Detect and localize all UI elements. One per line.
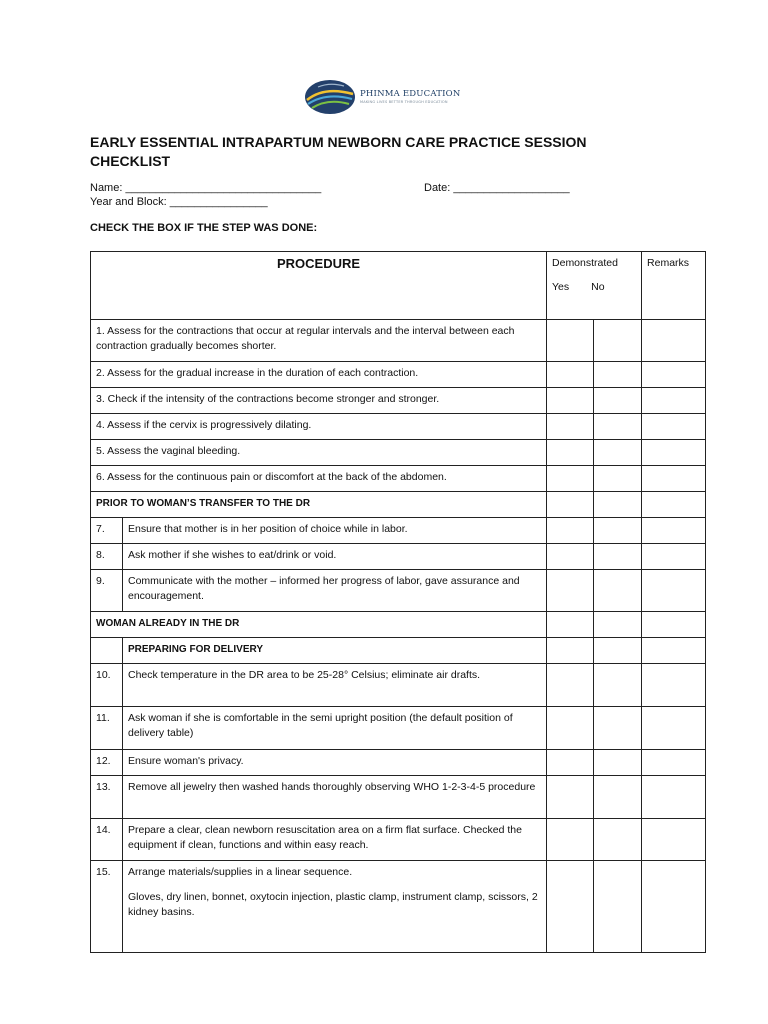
table-row xyxy=(91,440,706,466)
yes-checkbox[interactable] xyxy=(547,776,594,819)
remarks-cell[interactable] xyxy=(642,707,706,750)
table-row xyxy=(91,466,706,492)
yes-checkbox[interactable] xyxy=(547,320,594,362)
no-checkbox[interactable] xyxy=(594,414,642,440)
no-checkbox[interactable] xyxy=(594,819,642,861)
yes-checkbox[interactable] xyxy=(547,664,594,707)
table-header-row xyxy=(91,252,706,320)
table-row xyxy=(91,750,706,776)
checklist-table xyxy=(90,251,706,953)
empty-cell xyxy=(547,492,594,518)
step-number: 10. xyxy=(91,664,123,707)
table-row xyxy=(91,362,706,388)
remarks-cell[interactable] xyxy=(642,466,706,492)
no-checkbox[interactable] xyxy=(594,544,642,570)
procedure-step: 4. Assess if the cervix is progressively dilating. xyxy=(91,414,547,440)
table-row xyxy=(91,518,706,544)
section-prior-transfer: PRIOR TO WOMAN’S TRANSFER TO THE DR xyxy=(91,492,547,518)
remarks-cell[interactable] xyxy=(642,861,706,953)
procedure-step: 6. Assess for the continuous pain or discomfort at the back of the abdomen. xyxy=(91,466,547,492)
remarks-cell[interactable] xyxy=(642,750,706,776)
yes-checkbox[interactable] xyxy=(547,466,594,492)
remarks-cell[interactable] xyxy=(642,664,706,707)
empty-cell xyxy=(594,612,642,638)
remarks-cell[interactable] xyxy=(642,414,706,440)
procedure-step: Prepare a clear, clean newborn resuscitation area on a firm flat surface. Checked the equipment if clean, functions and within easy reach. xyxy=(123,819,547,861)
no-checkbox[interactable] xyxy=(594,466,642,492)
no-checkbox[interactable] xyxy=(594,320,642,362)
empty-cell xyxy=(547,638,594,664)
yes-checkbox[interactable] xyxy=(547,861,594,953)
no-checkbox[interactable] xyxy=(594,440,642,466)
name-field[interactable]: Name: ________________________________ xyxy=(90,182,322,194)
no-checkbox[interactable] xyxy=(594,776,642,819)
yes-checkbox[interactable] xyxy=(547,414,594,440)
yes-checkbox[interactable] xyxy=(547,570,594,612)
document-title: EARLY ESSENTIAL INTRAPARTUM NEWBORN CARE PRACTICE SESSION CHECKLIST xyxy=(90,134,587,169)
step-number: 7. xyxy=(91,518,123,544)
table-row xyxy=(91,544,706,570)
procedure-step: 5. Assess the vaginal bleeding. xyxy=(91,440,547,466)
phinma-emblem-icon xyxy=(304,78,356,116)
no-checkbox[interactable] xyxy=(594,388,642,414)
table-row xyxy=(91,320,706,362)
step-number: 13. xyxy=(91,776,123,819)
procedure-step: Ensure woman's privacy. xyxy=(123,750,547,776)
procedure-step xyxy=(123,861,547,953)
no-checkbox[interactable] xyxy=(594,664,642,707)
demonstrated-header xyxy=(547,252,642,320)
phinma-logo xyxy=(304,78,474,116)
empty-cell xyxy=(642,638,706,664)
procedure-step: Ask mother if she wishes to eat/drink or void. xyxy=(123,544,547,570)
no-checkbox[interactable] xyxy=(594,362,642,388)
remarks-cell[interactable] xyxy=(642,362,706,388)
step-number: 14. xyxy=(91,819,123,861)
remarks-cell[interactable] xyxy=(642,776,706,819)
yes-checkbox[interactable] xyxy=(547,819,594,861)
yes-checkbox[interactable] xyxy=(547,388,594,414)
procedure-step: 3. Check if the intensity of the contractions become stronger and stronger. xyxy=(91,388,547,414)
step-number: 11. xyxy=(91,707,123,750)
yes-label: Yes xyxy=(552,281,570,293)
materials-list: Gloves, dry linen, bonnet, oxytocin injection, plastic clamp, instrument clamp, scissors, 2 kidney basins. xyxy=(128,891,538,918)
procedure-step: 2. Assess for the gradual increase in the duration of each contraction. xyxy=(91,362,547,388)
table-row xyxy=(91,861,706,953)
instruction-text: CHECK THE BOX IF THE STEP WAS DONE: xyxy=(90,222,318,234)
table-row xyxy=(91,570,706,612)
no-checkbox[interactable] xyxy=(594,707,642,750)
demonstrated-label: Demonstrated xyxy=(552,257,618,269)
table-row xyxy=(91,707,706,750)
procedure-step: 1. Assess for the contractions that occur at regular intervals and the interval between each contraction gradually becomes shorter. xyxy=(91,320,547,362)
remarks-cell[interactable] xyxy=(642,320,706,362)
year-block-field[interactable]: Year and Block: ________________ xyxy=(90,196,268,208)
table-row xyxy=(91,776,706,819)
no-checkbox[interactable] xyxy=(594,518,642,544)
remarks-header: Remarks xyxy=(642,252,706,320)
step-number: 9. xyxy=(91,570,123,612)
remarks-cell[interactable] xyxy=(642,388,706,414)
no-checkbox[interactable] xyxy=(594,750,642,776)
empty-cell xyxy=(642,612,706,638)
procedure-step: Ensure that mother is in her position of choice while in labor. xyxy=(123,518,547,544)
table-row xyxy=(91,819,706,861)
table-row xyxy=(91,388,706,414)
subsection-preparing-delivery: PREPARING FOR DELIVERY xyxy=(123,638,547,664)
procedure-step: Ask woman if she is comfortable in the semi upright position (the default position of delivery table) xyxy=(123,707,547,750)
procedure-step-text: Arrange materials/supplies in a linear sequence. xyxy=(128,866,353,878)
remarks-cell[interactable] xyxy=(642,544,706,570)
yes-checkbox[interactable] xyxy=(547,440,594,466)
procedure-step: Remove all jewelry then washed hands thoroughly observing WHO 1-2-3-4-5 procedure xyxy=(123,776,547,819)
yes-checkbox[interactable] xyxy=(547,544,594,570)
step-number: 15. xyxy=(91,861,123,953)
empty-cell xyxy=(91,638,123,664)
section-row xyxy=(91,492,706,518)
procedure-step: Check temperature in the DR area to be 25-28° Celsius; eliminate air drafts. xyxy=(123,664,547,707)
yes-checkbox[interactable] xyxy=(547,707,594,750)
section-row xyxy=(91,612,706,638)
empty-cell xyxy=(642,492,706,518)
empty-cell xyxy=(594,638,642,664)
no-label: No xyxy=(591,281,605,293)
remarks-cell[interactable] xyxy=(642,819,706,861)
table-row xyxy=(91,664,706,707)
section-row xyxy=(91,638,706,664)
date-field[interactable]: Date: ___________________ xyxy=(424,182,570,194)
remarks-cell[interactable] xyxy=(642,570,706,612)
no-checkbox[interactable] xyxy=(594,861,642,953)
step-number: 8. xyxy=(91,544,123,570)
yes-checkbox[interactable] xyxy=(547,362,594,388)
logo-tagline: MAKING LIVES BETTER THROUGH EDUCATION xyxy=(360,99,448,104)
yes-checkbox[interactable] xyxy=(547,750,594,776)
remarks-cell[interactable] xyxy=(642,518,706,544)
table-row xyxy=(91,414,706,440)
remarks-cell[interactable] xyxy=(642,440,706,466)
no-checkbox[interactable] xyxy=(594,570,642,612)
empty-cell xyxy=(547,612,594,638)
step-number: 12. xyxy=(91,750,123,776)
logo-name: PHINMA EDUCATION xyxy=(360,89,461,99)
procedure-step: Communicate with the mother – informed her progress of labor, gave assurance and encouragement. xyxy=(123,570,547,612)
empty-cell xyxy=(594,492,642,518)
section-woman-in-dr: WOMAN ALREADY IN THE DR xyxy=(91,612,547,638)
yes-checkbox[interactable] xyxy=(547,518,594,544)
procedure-header: PROCEDURE xyxy=(91,252,547,320)
